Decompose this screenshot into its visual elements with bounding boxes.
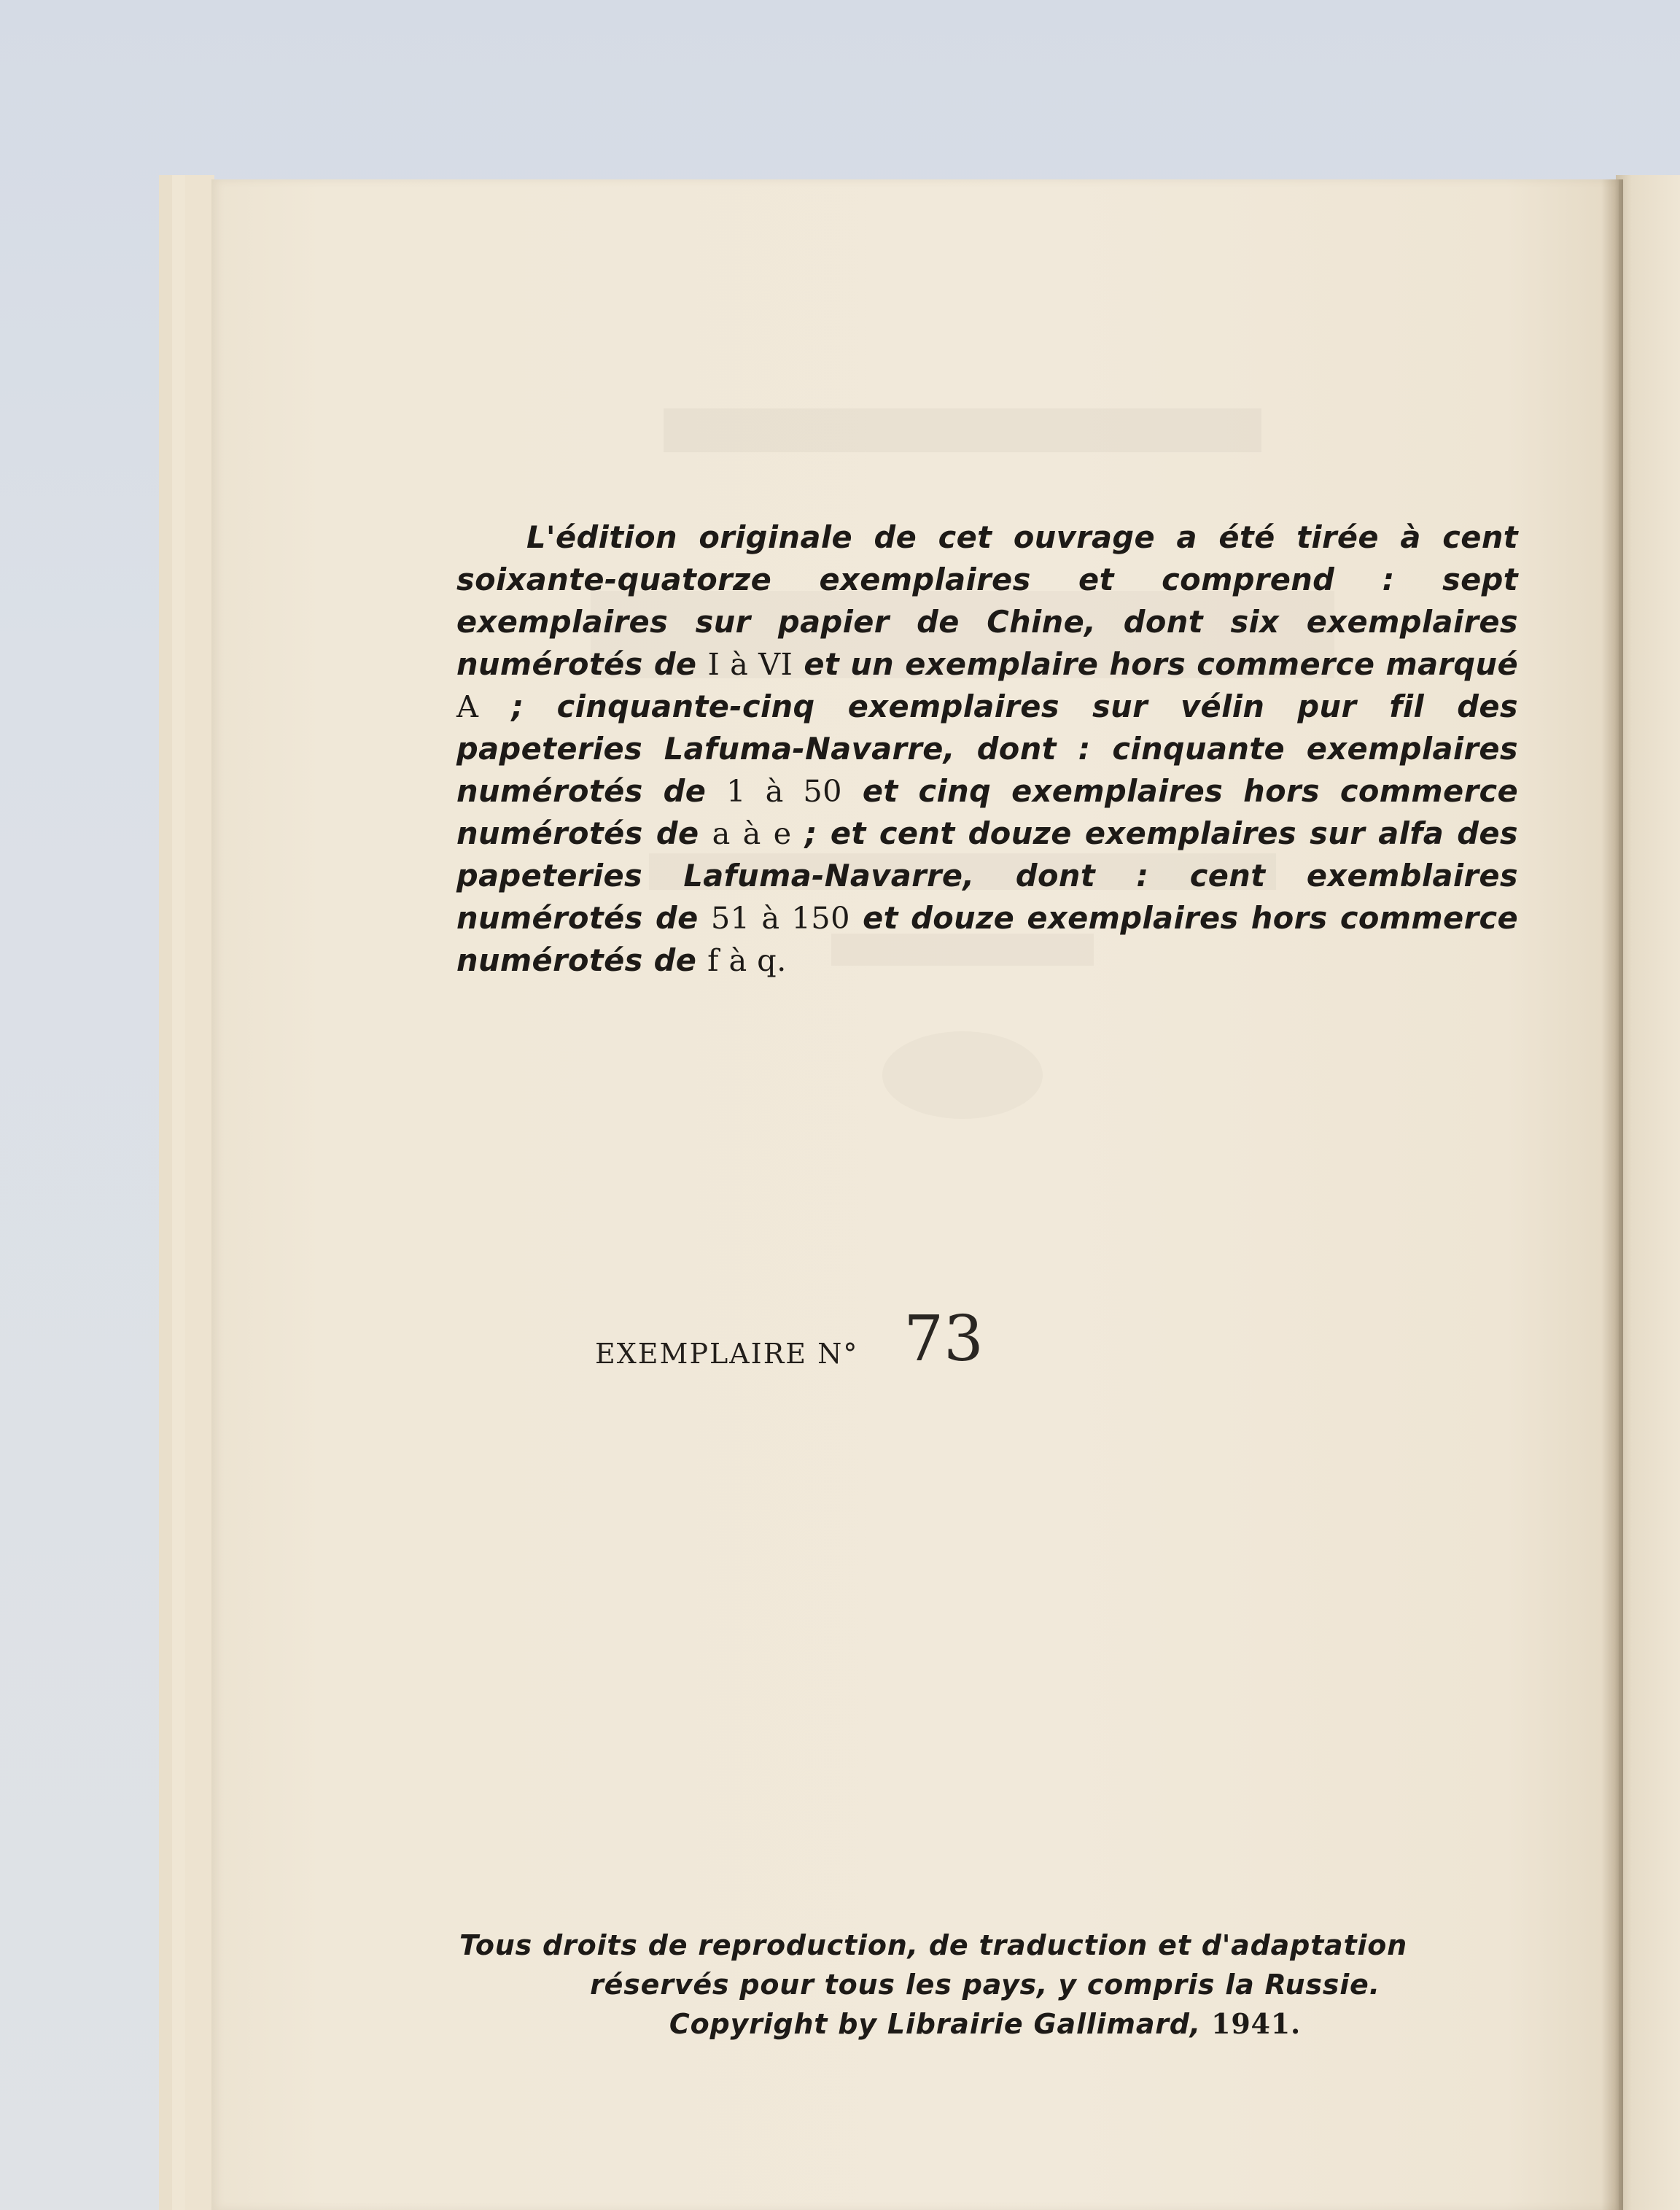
justification-text: L'édition originale de cet ouvrage a été tirée à cent soixante-quatorze exemplaires et comprend : sept exemplaires sur papier de Chine, dont six exemplaires numérotés de <box>456 519 1518 682</box>
page-gutter-shadow <box>1601 179 1623 2210</box>
numbering-range: . <box>777 942 787 978</box>
justification-text: et un exemplaire hors commerce marqué <box>793 646 1518 682</box>
numbering-range: A <box>456 689 479 724</box>
copy-number-label: EXEMPLAIRE N° <box>595 1338 859 1370</box>
rights-line: Tous droits de reproduction, de traduction et d'adaptation <box>459 1929 1408 1961</box>
page-edge <box>185 175 214 2210</box>
copy-number-stamp: 73 <box>903 1303 984 1376</box>
copyright-year: 1941. <box>1211 2007 1302 2040</box>
justification-text: ; et cent douze exemplaires sur alfa des papeteries Lafuma-Navarre, dont : cent exemblaires numérotés de <box>456 815 1518 936</box>
rights-notice <box>456 1926 1514 2044</box>
copy-number-line <box>595 1303 984 1379</box>
book-page <box>211 179 1619 2210</box>
numbering-range: f à q <box>707 942 777 978</box>
justification-text: et douze exemplaires hors commerce numérotés de <box>456 900 1519 978</box>
numbering-range: 51 à 150 <box>710 900 850 936</box>
copyright-line <box>456 2004 1514 2044</box>
numbering-range: a à e <box>712 815 792 851</box>
numbering-range: I à VI <box>707 646 793 682</box>
justification-paragraph <box>456 516 1518 982</box>
justification-text: et cinq exemplaires hors commerce numérotés de <box>456 773 1518 851</box>
facing-page-edge <box>1616 175 1680 2210</box>
copyright-text: Copyright by Librairie Gallimard, <box>669 2008 1202 2040</box>
numbering-range: 1 à 50 <box>726 773 842 809</box>
justification-text: ; cinquante-cinq exemplaires sur vélin pur fil des papeteries Lafuma-Navarre, dont : cinquante exemplaires numérotés de <box>456 689 1518 809</box>
rights-line: réservés pour tous les pays, y compris la Russie. <box>590 1969 1380 2001</box>
